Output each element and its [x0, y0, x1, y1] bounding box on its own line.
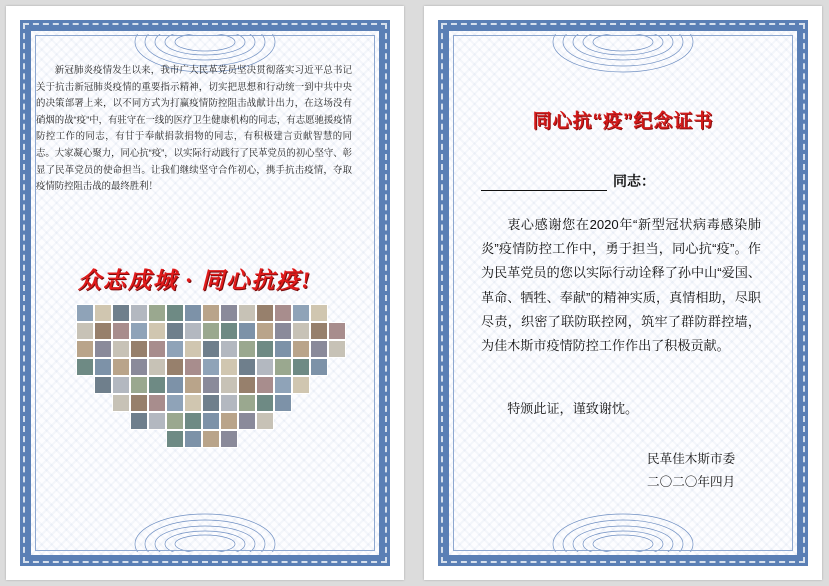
collage-photo-tile	[274, 322, 292, 340]
collage-photo-tile	[220, 340, 238, 358]
guilloche-ornament-bottom	[548, 508, 698, 552]
collage-photo-tile	[238, 394, 256, 412]
collage-photo-tile	[94, 304, 112, 322]
collage-photo-tile	[202, 322, 220, 340]
recipient-name-blank	[481, 171, 607, 191]
collage-photo-tile	[76, 304, 94, 322]
collage-photo-tile	[292, 358, 310, 376]
guilloche-ornament-bottom	[130, 508, 280, 552]
collage-photo-tile	[310, 304, 328, 322]
collage-photo-tile	[274, 394, 292, 412]
collage-photo-tile	[166, 322, 184, 340]
collage-photo-tile	[328, 340, 346, 358]
collage-photo-tile	[112, 376, 130, 394]
collage-photo-tile	[130, 340, 148, 358]
collage-photo-tile	[238, 340, 256, 358]
collage-photo-tile	[292, 340, 310, 358]
collage-photo-tile	[184, 358, 202, 376]
collage-photo-tile	[184, 376, 202, 394]
collage-photo-tile	[328, 322, 346, 340]
collage-photo-tile	[130, 394, 148, 412]
issue-date: 二〇二〇年四月	[647, 475, 736, 489]
collage-photo-tile	[112, 340, 130, 358]
collage-photo-tile	[166, 394, 184, 412]
collage-photo-tile	[220, 430, 238, 448]
collage-photo-tile	[202, 340, 220, 358]
collage-photo-tile	[166, 340, 184, 358]
issuing-organization: 民革佳木斯市委	[647, 452, 736, 466]
collage-photo-tile	[202, 358, 220, 376]
collage-photo-tile	[238, 358, 256, 376]
collage-photo-tile	[130, 358, 148, 376]
collage-photo-tile	[184, 412, 202, 430]
right-certificate-page	[424, 6, 822, 580]
collage-photo-tile	[274, 340, 292, 358]
collage-photo-tile	[184, 322, 202, 340]
collage-photo-tile	[148, 304, 166, 322]
collage-photo-tile	[256, 322, 274, 340]
collage-photo-tile	[220, 376, 238, 394]
collage-photo-tile	[202, 376, 220, 394]
left-certificate-page	[6, 6, 404, 580]
collage-photo-tile	[220, 304, 238, 322]
collage-photo-tile	[112, 358, 130, 376]
collage-photo-tile	[148, 358, 166, 376]
collage-photo-tile	[184, 430, 202, 448]
collage-photo-tile	[292, 304, 310, 322]
collage-photo-tile	[310, 358, 328, 376]
collage-photo-tile	[256, 376, 274, 394]
collage-photo-tile	[130, 322, 148, 340]
collage-photo-tile	[256, 412, 274, 430]
collage-photo-tile	[166, 304, 184, 322]
collage-photo-tile	[238, 412, 256, 430]
collage-photo-tile	[148, 376, 166, 394]
collage-photo-tile	[166, 412, 184, 430]
collage-photo-tile	[130, 304, 148, 322]
collage-photo-tile	[130, 376, 148, 394]
collage-photo-tile	[202, 394, 220, 412]
collage-photo-tile	[274, 304, 292, 322]
collage-photo-tile	[274, 358, 292, 376]
collage-photo-tile	[94, 340, 112, 358]
collage-photo-tile	[148, 394, 166, 412]
collage-photo-tile	[166, 376, 184, 394]
collage-photo-tile	[148, 340, 166, 358]
collage-photo-tile	[130, 412, 148, 430]
collage-photo-tile	[112, 304, 130, 322]
collage-photo-tile	[256, 358, 274, 376]
collage-photo-tile	[76, 358, 94, 376]
certificate-closing: 特颁此证，谨致谢忱。	[507, 401, 639, 416]
collage-photo-tile	[94, 358, 112, 376]
certificate-title: 同心抗“疫”纪念证书	[532, 111, 714, 132]
collage-photo-tile	[76, 322, 94, 340]
collage-photo-tile	[310, 340, 328, 358]
collage-photo-tile	[238, 322, 256, 340]
collage-photo-tile	[292, 322, 310, 340]
collage-photo-tile	[166, 358, 184, 376]
collage-photo-tile	[220, 358, 238, 376]
collage-photo-tile	[112, 394, 130, 412]
collage-photo-tile	[166, 430, 184, 448]
collage-photo-tile	[184, 340, 202, 358]
collage-photo-tile	[76, 340, 94, 358]
collage-photo-tile	[238, 304, 256, 322]
collage-photo-tile	[274, 376, 292, 394]
collage-photo-tile	[148, 322, 166, 340]
collage-photo-tile	[220, 394, 238, 412]
collage-photo-tile	[184, 304, 202, 322]
slogan-banner: 众志成城 · 同心抗疫!	[77, 268, 313, 293]
collage-photo-tile	[202, 412, 220, 430]
collage-photo-tile	[256, 394, 274, 412]
collage-photo-tile	[202, 304, 220, 322]
collage-photo-tile	[220, 322, 238, 340]
collage-photo-tile	[94, 376, 112, 394]
certificate-body: 衷心感谢您在2020年“新型冠状病毒感染肺炎”疫情防控工作中，勇于担当，同心抗“疫”。作为民革党员的您以实际行动诠释了孙中山“爱国、革命、牺牲、奉献”的精神实质，真情相助，尽职尽责，织密了联防联控网，筑牢了群防群控墙，为佳木斯市疫情防控工作作出了积极贡献。	[481, 217, 761, 354]
collage-photo-tile	[238, 376, 256, 394]
collage-photo-tile	[94, 322, 112, 340]
collage-photo-tile	[220, 412, 238, 430]
collage-photo-tile	[256, 304, 274, 322]
recipient-line	[481, 171, 655, 191]
guilloche-ornament-top	[548, 34, 698, 78]
collage-photo-tile	[292, 376, 310, 394]
collage-photo-tile	[202, 430, 220, 448]
collage-photo-tile	[256, 340, 274, 358]
collage-photo-tile	[148, 412, 166, 430]
collage-photo-tile	[184, 394, 202, 412]
collage-photo-tile	[112, 322, 130, 340]
collage-photo-tile	[310, 322, 328, 340]
intro-paragraph: 新冠肺炎疫情发生以来，我市广大民革党员坚决贯彻落实习近平总书记关于抗击新冠肺炎疫情的重要指示精神，切实把思想和行动统一到中共中央的决策部署上来，以不同方式为打赢疫情防控阻击战献计出力，在这场没有硝烟的战“疫”中，有驻守在一线的医疗卫生健康机构的同志，有志愿驰援疫情防控工作的同志，有甘于奉献捐款捐物的同志，有积极建言贡献智慧的同志。大家凝心聚力，同心抗“疫”，以实际行动践行了民革党员的初心坚守、彰显了民革党员的使命担当。让我们继续坚守合作初心，携手抗击疫情，夺取疫情防控阻击战的最终胜利！	[36, 64, 352, 192]
recipient-suffix: 同志：	[613, 173, 655, 189]
photo-collage-heart	[58, 304, 352, 504]
